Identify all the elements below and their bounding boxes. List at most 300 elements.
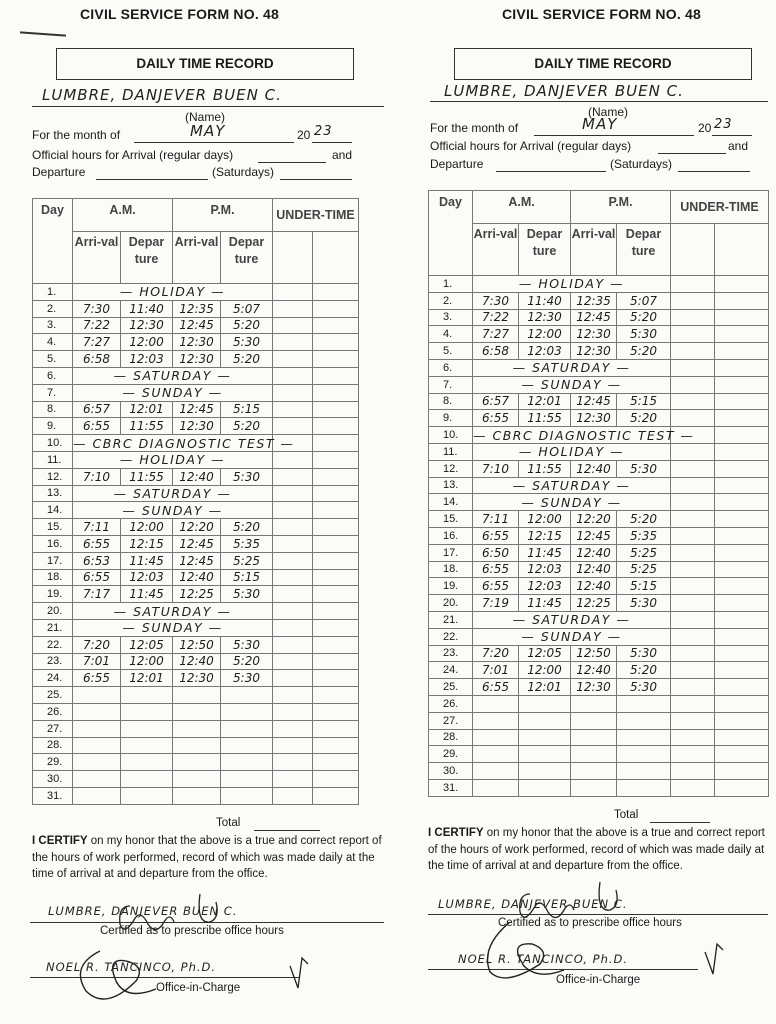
am-departure-header: Depar ture	[519, 224, 571, 276]
table-row	[429, 393, 769, 410]
am-departure-time: 12:03	[519, 561, 571, 578]
day-remark: — CBRC DIAGNOSTIC TEST —	[473, 427, 695, 443]
am-arrival-time	[73, 787, 121, 804]
day-number: 19.	[429, 578, 473, 595]
day-number: 27.	[429, 712, 473, 729]
undertime-hours	[273, 485, 313, 502]
year-underline	[312, 142, 352, 143]
day-number: 1.	[429, 276, 473, 293]
undertime-minutes	[715, 578, 769, 595]
am-arrival-time: 7:01	[73, 653, 121, 670]
pm-arrival-time: 12:40	[571, 578, 617, 595]
day-number: 17.	[33, 552, 73, 569]
officer-signature-name: NOEL R. TANCINCO, Ph.D.	[46, 960, 217, 974]
table-row	[429, 628, 769, 645]
undertime-minutes	[715, 611, 769, 628]
year-value: 23	[314, 124, 333, 139]
undertime-hours	[671, 343, 715, 360]
undertime-minutes	[313, 703, 359, 720]
pm-departure-time: 5:20	[221, 418, 273, 435]
am-arrival-time: 6:55	[473, 410, 519, 427]
pm-arrival-time: 12:35	[173, 300, 221, 317]
am-departure-time: 12:15	[121, 535, 173, 552]
day-remark: — SUNDAY —	[473, 628, 671, 645]
undertime-minutes	[313, 384, 359, 401]
undertime-minutes	[715, 393, 769, 410]
undertime-hours	[671, 662, 715, 679]
day-number: 5.	[33, 351, 73, 368]
table-row	[429, 611, 769, 628]
day-number: 23.	[429, 645, 473, 662]
undertime-minutes	[715, 763, 769, 780]
am-arrival-time: 6:55	[473, 527, 519, 544]
am-arrival-time	[73, 737, 121, 754]
day-number: 12.	[33, 468, 73, 485]
am-departure-time	[121, 754, 173, 771]
am-departure-time: 12:00	[519, 662, 571, 679]
day-number: 25.	[429, 679, 473, 696]
am-arrival-time: 7:11	[473, 511, 519, 528]
pm-arrival-time: 12:45	[173, 535, 221, 552]
day-number: 9.	[33, 418, 73, 435]
undertime-minutes	[715, 276, 769, 293]
day-number: 29.	[33, 754, 73, 771]
pm-departure-time: 5:30	[221, 636, 273, 653]
total-label: Total	[614, 809, 639, 821]
year-value: 23	[714, 117, 733, 132]
undertime-minutes	[715, 695, 769, 712]
pen-mark	[20, 31, 66, 36]
pm-arrival-time	[173, 787, 221, 804]
am-departure-time	[121, 720, 173, 737]
table-row	[429, 645, 769, 662]
pm-arrival-time: 12:45	[173, 317, 221, 334]
year-prefix: 20	[297, 128, 311, 142]
am-departure-time	[519, 729, 571, 746]
pm-departure-time: 5:30	[617, 595, 671, 612]
officer-title: Office-in-Charge	[556, 974, 641, 986]
table-row	[33, 653, 359, 670]
day-remark: — HOLIDAY —	[473, 276, 671, 293]
undertime-minutes	[715, 460, 769, 477]
undertime-hours	[671, 276, 715, 293]
undertime-minutes	[715, 561, 769, 578]
pm-arrival-time	[173, 754, 221, 771]
undertime-hours	[671, 494, 715, 511]
table-row	[429, 561, 769, 578]
table-row	[33, 351, 359, 368]
pm-arrival-time: 12:30	[173, 351, 221, 368]
day-remark: — SATURDAY —	[473, 477, 671, 494]
certified-as-label: Certified as to prescribe office hours	[100, 925, 284, 937]
table-row	[33, 519, 359, 536]
pm-arrival-time: 12:45	[571, 309, 617, 326]
month-underline	[134, 142, 294, 143]
pm-departure-time: 5:25	[221, 552, 273, 569]
form-number: CIVIL SERVICE FORM NO. 48	[502, 6, 701, 22]
pm-arrival-time: 12:45	[173, 552, 221, 569]
am-departure-time: 12:00	[121, 519, 173, 536]
saturdays-label: (Saturdays)	[610, 157, 673, 171]
day-number: 13.	[33, 485, 73, 502]
pm-departure-time: 5:20	[617, 309, 671, 326]
pm-departure-time: 5:25	[617, 561, 671, 578]
undertime-minutes	[313, 519, 359, 536]
employee-signature-line	[428, 914, 768, 915]
am-arrival-time: 6:55	[473, 679, 519, 696]
am-arrival-time: 7:22	[473, 309, 519, 326]
pm-arrival-time: 12:30	[571, 326, 617, 343]
form-heading: DAILY TIME RECORD	[56, 48, 354, 80]
undertime-hours	[671, 645, 715, 662]
am-arrival-time	[473, 779, 519, 796]
am-arrival-time	[473, 763, 519, 780]
saturday-hours-underline	[678, 171, 750, 172]
pm-departure-time: 5:25	[617, 544, 671, 561]
pm-departure-time: 5:30	[617, 645, 671, 662]
day-number: 14.	[429, 494, 473, 511]
table-row	[33, 603, 359, 620]
table-row	[33, 670, 359, 687]
undertime-hours	[273, 586, 313, 603]
undertime-hours	[671, 326, 715, 343]
name-underline	[430, 101, 768, 102]
table-row	[429, 779, 769, 796]
undertime-hours	[671, 443, 715, 460]
undertime-minutes	[715, 679, 769, 696]
pm-departure-time	[617, 763, 671, 780]
am-arrival-time	[73, 771, 121, 788]
day-number: 31.	[429, 779, 473, 796]
undertime-hours-header	[671, 224, 715, 276]
pm-arrival-time: 12:25	[571, 595, 617, 612]
am-departure-time	[121, 787, 173, 804]
undertime-hours	[273, 401, 313, 418]
undertime-hours	[273, 451, 313, 468]
table-row	[429, 511, 769, 528]
table-row	[33, 502, 359, 519]
pm-departure-time: 5:15	[221, 401, 273, 418]
pm-departure-header: Depar ture	[221, 232, 273, 284]
day-header: Day	[33, 199, 73, 284]
pm-departure-time: 5:30	[617, 460, 671, 477]
table-row	[33, 317, 359, 334]
table-row	[429, 443, 769, 460]
undertime-minutes	[313, 367, 359, 384]
day-remark: — SATURDAY —	[73, 485, 273, 502]
day-number: 29.	[429, 746, 473, 763]
pm-departure-time	[617, 746, 671, 763]
am-arrival-time: 7:19	[473, 595, 519, 612]
officer-title: Office-in-Charge	[156, 982, 241, 994]
pm-departure-time	[617, 695, 671, 712]
undertime-minutes	[313, 485, 359, 502]
undertime-minutes	[313, 619, 359, 636]
undertime-hours	[671, 376, 715, 393]
pm-arrival-header: Arri-val	[571, 224, 617, 276]
am-departure-time: 12:00	[121, 334, 173, 351]
am-arrival-time: 7:10	[73, 468, 121, 485]
table-row	[33, 771, 359, 788]
pm-arrival-time	[571, 729, 617, 746]
pm-departure-time: 5:15	[221, 569, 273, 586]
undertime-minutes	[715, 477, 769, 494]
am-arrival-time: 6:55	[73, 418, 121, 435]
undertime-hours	[273, 351, 313, 368]
undertime-minutes	[313, 502, 359, 519]
am-arrival-time: 7:17	[73, 586, 121, 603]
and-label: and	[728, 139, 749, 153]
undertime-minutes	[313, 670, 359, 687]
undertime-hours	[671, 511, 715, 528]
undertime-minutes	[313, 451, 359, 468]
am-departure-time: 12:03	[519, 578, 571, 595]
day-number: 31.	[33, 787, 73, 804]
table-row	[33, 720, 359, 737]
certify-body: on my honor that the above is a true and correct report of the hours of work performed, record of which was made daily at the time of arrival at and departure from the office.	[428, 827, 765, 872]
pm-departure-time	[221, 737, 273, 754]
am-arrival-time: 7:30	[473, 292, 519, 309]
undertime-minutes	[715, 544, 769, 561]
table-row	[429, 494, 769, 511]
day-number: 7.	[429, 376, 473, 393]
day-number: 8.	[429, 393, 473, 410]
officer-signature-line	[428, 969, 698, 970]
undertime-hours	[273, 653, 313, 670]
table-row	[429, 695, 769, 712]
pm-arrival-time: 12:50	[571, 645, 617, 662]
dtr-rows	[429, 276, 769, 797]
undertime-hours	[273, 552, 313, 569]
am-departure-time: 11:55	[519, 410, 571, 427]
undertime-minutes	[313, 418, 359, 435]
table-row	[429, 746, 769, 763]
arrival-hours-underline	[658, 153, 726, 154]
pm-arrival-time: 12:50	[173, 636, 221, 653]
pm-departure-time	[221, 787, 273, 804]
table-row	[429, 477, 769, 494]
total-underline	[254, 830, 320, 831]
undertime-hours	[273, 569, 313, 586]
table-row	[429, 410, 769, 427]
undertime-hours-header	[273, 232, 313, 284]
pm-arrival-time	[173, 737, 221, 754]
table-row	[33, 300, 359, 317]
day-number: 11.	[33, 451, 73, 468]
day-number: 20.	[429, 595, 473, 612]
pm-arrival-time	[571, 712, 617, 729]
am-arrival-time: 6:57	[473, 393, 519, 410]
pm-departure-time: 5:20	[221, 653, 273, 670]
pm-arrival-time: 12:20	[173, 519, 221, 536]
pm-arrival-time: 12:30	[571, 343, 617, 360]
day-number: 11.	[429, 443, 473, 460]
undertime-minutes	[313, 535, 359, 552]
undertime-minutes	[313, 569, 359, 586]
officer-signature-line	[30, 977, 300, 978]
day-number: 30.	[429, 763, 473, 780]
undertime-hours	[273, 535, 313, 552]
am-arrival-header: Arri-val	[473, 224, 519, 276]
undertime-hours	[671, 544, 715, 561]
am-departure-time: 12:03	[121, 351, 173, 368]
pm-departure-time: 5:07	[221, 300, 273, 317]
pm-departure-time: 5:20	[617, 662, 671, 679]
undertime-hours	[671, 309, 715, 326]
table-row	[429, 376, 769, 393]
day-remark: — HOLIDAY —	[73, 284, 273, 301]
name-caption: (Name)	[185, 110, 226, 124]
pm-departure-time	[617, 712, 671, 729]
certify-body: on my honor that the above is a true and correct report of the hours of work performed, record of which was made daily at the time of arrival at and departure from the office.	[32, 835, 382, 880]
undertime-hours	[671, 578, 715, 595]
undertime-minutes	[715, 779, 769, 796]
undertime-hours	[273, 367, 313, 384]
year-underline	[712, 135, 752, 136]
table-row	[33, 552, 359, 569]
day-number: 3.	[33, 317, 73, 334]
day-number: 5.	[429, 343, 473, 360]
day-remark: — SATURDAY —	[473, 359, 671, 376]
undertime-hours	[671, 527, 715, 544]
am-arrival-time	[473, 729, 519, 746]
undertime-hours	[671, 460, 715, 477]
am-arrival-time: 7:20	[473, 645, 519, 662]
undertime-hours	[273, 418, 313, 435]
day-number: 17.	[429, 544, 473, 561]
undertime-minutes	[313, 586, 359, 603]
table-row	[33, 468, 359, 485]
pm-arrival-time	[571, 746, 617, 763]
am-arrival-time: 7:27	[473, 326, 519, 343]
pm-departure-time: 5:20	[221, 519, 273, 536]
undertime-hours	[273, 703, 313, 720]
table-row	[429, 662, 769, 679]
table-row	[33, 619, 359, 636]
undertime-minutes	[313, 317, 359, 334]
official-hours-label: Official hours for Arrival (regular days)	[32, 148, 234, 162]
table-row	[429, 292, 769, 309]
table-row	[33, 485, 359, 502]
undertime-minutes-header	[313, 232, 359, 284]
undertime-minutes	[313, 754, 359, 771]
pm-arrival-time	[571, 779, 617, 796]
table-row	[33, 334, 359, 351]
am-departure-time: 11:45	[519, 544, 571, 561]
undertime-minutes	[313, 720, 359, 737]
undertime-minutes	[313, 468, 359, 485]
undertime-hours	[273, 317, 313, 334]
undertime-hours	[671, 393, 715, 410]
am-departure-time: 12:01	[121, 670, 173, 687]
am-arrival-time: 7:22	[73, 317, 121, 334]
dtr-table	[32, 198, 359, 805]
pm-arrival-time: 12:30	[571, 410, 617, 427]
table-row	[33, 737, 359, 754]
am-arrival-time: 7:11	[73, 519, 121, 536]
undertime-minutes	[715, 359, 769, 376]
undertime-hours	[671, 477, 715, 494]
undertime-minutes	[715, 494, 769, 511]
undertime-minutes	[313, 435, 359, 452]
saturday-hours-underline	[280, 179, 352, 180]
day-number: 21.	[33, 619, 73, 636]
form-heading: DAILY TIME RECORD	[454, 48, 752, 80]
am-departure-time: 11:45	[519, 595, 571, 612]
pm-arrival-time	[173, 771, 221, 788]
undertime-minutes	[715, 628, 769, 645]
employee-name: LUMBRE, DANJEVER BUEN C.	[444, 82, 684, 100]
table-row	[33, 284, 359, 301]
day-number: 13.	[429, 477, 473, 494]
month-underline	[534, 135, 694, 136]
undertime-header: UNDER-TIME	[273, 199, 359, 232]
pm-departure-time: 5:20	[617, 511, 671, 528]
day-number: 21.	[429, 611, 473, 628]
table-row	[33, 367, 359, 384]
pm-arrival-time: 12:40	[571, 662, 617, 679]
day-number: 20.	[33, 603, 73, 620]
am-arrival-header: Arri-val	[73, 232, 121, 284]
pm-departure-time: 5:30	[221, 586, 273, 603]
undertime-minutes	[715, 527, 769, 544]
am-arrival-time: 6:55	[73, 535, 121, 552]
am-departure-time	[121, 703, 173, 720]
day-number: 6.	[33, 367, 73, 384]
table-row	[429, 343, 769, 360]
day-number: 16.	[429, 527, 473, 544]
day-remark: — HOLIDAY —	[73, 451, 273, 468]
am-departure-time: 12:03	[121, 569, 173, 586]
am-arrival-time: 7:20	[73, 636, 121, 653]
undertime-hours	[273, 468, 313, 485]
table-row	[429, 460, 769, 477]
am-departure-time: 12:30	[519, 309, 571, 326]
undertime-hours	[273, 670, 313, 687]
pm-departure-time: 5:35	[617, 527, 671, 544]
table-row	[429, 544, 769, 561]
am-arrival-time: 7:27	[73, 334, 121, 351]
am-arrival-time: 6:58	[73, 351, 121, 368]
table-row	[429, 712, 769, 729]
undertime-minutes	[313, 603, 359, 620]
undertime-minutes	[715, 595, 769, 612]
am-departure-time: 12:30	[121, 317, 173, 334]
undertime-minutes	[715, 712, 769, 729]
day-number: 9.	[429, 410, 473, 427]
table-row	[429, 763, 769, 780]
day-number: 12.	[429, 460, 473, 477]
undertime-minutes	[715, 662, 769, 679]
day-number: 27.	[33, 720, 73, 737]
am-arrival-time	[473, 746, 519, 763]
month-value: MAY	[190, 122, 226, 140]
table-row	[429, 729, 769, 746]
pm-arrival-time: 12:40	[571, 460, 617, 477]
form-number: CIVIL SERVICE FORM NO. 48	[80, 6, 279, 22]
undertime-hours	[273, 737, 313, 754]
undertime-hours	[273, 519, 313, 536]
officer-signature-name: NOEL R. TANCINCO, Ph.D.	[458, 952, 629, 966]
undertime-minutes	[715, 376, 769, 393]
pm-arrival-time	[173, 687, 221, 704]
day-number: 16.	[33, 535, 73, 552]
pm-arrival-time: 12:45	[571, 393, 617, 410]
month-label: For the month of	[32, 128, 121, 142]
day-remark: — HOLIDAY —	[473, 443, 671, 460]
am-departure-time	[519, 746, 571, 763]
dtr-table	[428, 190, 769, 797]
